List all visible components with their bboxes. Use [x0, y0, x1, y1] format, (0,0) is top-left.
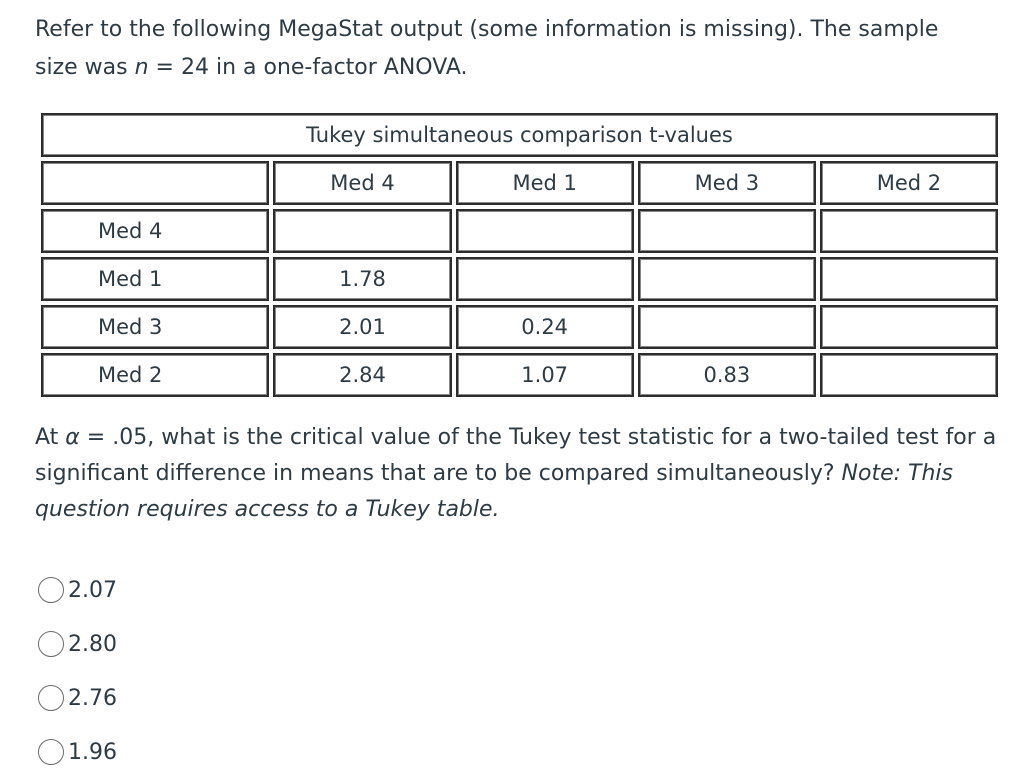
intro-line1: Refer to the following MegaStat output (some information is missing). The sample	[35, 17, 939, 42]
intro-n-variable: n	[134, 55, 149, 80]
table-row	[41, 305, 998, 349]
table-cell	[638, 305, 816, 349]
column-header: Med 3	[638, 161, 816, 205]
row-label: Med 3	[41, 305, 269, 349]
table-cell	[638, 209, 816, 253]
table-row	[41, 209, 998, 253]
column-header: Med 2	[820, 161, 998, 205]
answer-label[interactable]: 2.76	[68, 685, 117, 711]
row-label: Med 1	[41, 257, 269, 301]
radio-button[interactable]	[38, 685, 64, 711]
question-text	[35, 420, 1000, 528]
table-cell	[638, 257, 816, 301]
column-header: Med 4	[273, 161, 451, 205]
question-main: = .05, what is the critical value of the Tukey test statistic for a two-tailed test for a significant difference in means that are to be compared simultaneously?	[35, 425, 997, 486]
radio-button[interactable]	[38, 739, 64, 765]
tukey-table	[37, 109, 1002, 401]
column-header: Med 1	[456, 161, 634, 205]
table-cell	[820, 257, 998, 301]
table-row	[41, 353, 998, 397]
answer-option[interactable]	[38, 617, 117, 671]
table-cell	[273, 209, 451, 253]
table-cell: 1.07	[456, 353, 634, 397]
question-prefix: At	[35, 425, 66, 450]
intro-line2-suffix: = 24 in a one-factor ANOVA.	[148, 55, 468, 80]
table-cell: 0.83	[638, 353, 816, 397]
table-cell: 0.24	[456, 305, 634, 349]
table-cell	[456, 209, 634, 253]
table-cell	[820, 353, 998, 397]
answer-label[interactable]: 2.80	[68, 631, 117, 657]
table-row	[41, 257, 998, 301]
table-cell	[456, 257, 634, 301]
question-note: Note: This question requires access to a Tukey table.	[35, 461, 953, 522]
answer-option[interactable]	[38, 725, 117, 777]
table-cell: 2.01	[273, 305, 451, 349]
answer-label[interactable]: 1.96	[68, 739, 117, 765]
alpha-symbol: α	[65, 425, 80, 450]
answer-label[interactable]: 2.07	[68, 577, 117, 603]
table-cell: 1.78	[273, 257, 451, 301]
table-cell: 2.84	[273, 353, 451, 397]
answer-options	[38, 563, 117, 777]
table-cell	[820, 305, 998, 349]
corner-cell	[41, 161, 269, 205]
answer-option[interactable]	[38, 671, 117, 725]
intro-line2-prefix: size was	[35, 55, 135, 80]
row-label: Med 4	[41, 209, 269, 253]
radio-button[interactable]	[38, 631, 64, 657]
table-title: Tukey simultaneous comparison t-values	[41, 113, 998, 157]
row-label: Med 2	[41, 353, 269, 397]
radio-button[interactable]	[38, 577, 64, 603]
table-cell	[820, 209, 998, 253]
intro-text	[35, 11, 995, 87]
answer-option[interactable]	[38, 563, 117, 617]
